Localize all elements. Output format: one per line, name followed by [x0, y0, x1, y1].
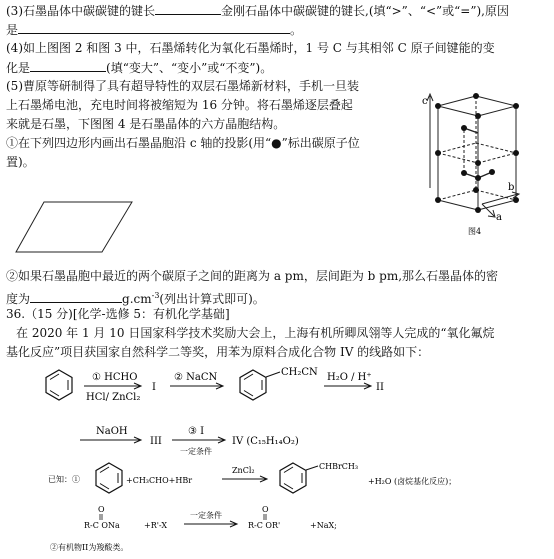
- q3-line-1: [6, 3, 509, 19]
- carbonyl-o-right: O: [262, 505, 269, 514]
- product-IV: IV (C₁₅H₁₄O₂): [232, 436, 299, 447]
- condition-text: 一定条件: [180, 447, 212, 456]
- q5-line-1: (5)曹原等研制得了具有超导特性的双层石墨烯新材料，手机一旦装: [6, 79, 360, 93]
- q3-text-c: 是: [6, 23, 19, 37]
- product-II: II: [376, 382, 384, 393]
- benzene-start: [46, 370, 72, 400]
- known-byproduct: +H₂O (卤烷基化反应)；: [368, 477, 457, 486]
- q4-line-2: [6, 60, 272, 76]
- q36-para-1: 在 2020 年 1 月 10 日国家科学技术奖励大会上，上海有机所卿凤翎等人完成的“氧化氟烷: [16, 326, 495, 340]
- nax-byproduct: +NaX;: [310, 521, 337, 530]
- reagent-naoh: NaOH: [96, 426, 128, 437]
- q3-answer-blank-1[interactable]: [155, 3, 221, 15]
- known-note: ②有机物II为羧酸类。: [50, 543, 129, 552]
- ester-condition: 一定条件: [190, 511, 222, 520]
- reagent-nacn: ② NaCN: [174, 372, 218, 383]
- q5-line-7: [6, 288, 265, 307]
- projection-parallelogram[interactable]: [14, 198, 136, 256]
- q4-text-a: 化是: [6, 61, 31, 75]
- carbonyl-o-left: O: [98, 505, 105, 514]
- q5-text-end: (列出计算式即可)。: [159, 292, 265, 306]
- q5-unit-exp: -3: [151, 291, 160, 300]
- known-reagents: +CH₃CHO+HBr: [126, 476, 193, 485]
- reaction-scheme: [0, 362, 554, 559]
- q36-heading: 36.（15 分)[化学-选修 5：有机化学基础]: [6, 307, 230, 321]
- q5-line-2: 上石墨烯电池，充电时间将被缩短为 16 分钟。将石墨烯逐层叠起: [6, 98, 353, 112]
- alkyl-halide: +R'-X: [144, 521, 168, 530]
- group-ch2cn: CH₂CN: [281, 367, 318, 378]
- q3-text-a: (3)石墨晶体中碳碳键的键长: [6, 4, 155, 18]
- q4-line-1: (4)如上图图 2 和图 3 中，石墨烯转化为氧化石墨烯时，1 号 C 与其相邻 C 原子间键能的变: [6, 41, 495, 55]
- q5-line-4: ①在下列四边形内画出石墨晶胞沿 c 轴的投影(用“●”标出碳原子位: [6, 136, 360, 150]
- q4-answer-blank[interactable]: [30, 60, 106, 72]
- graphite-unit-cell-figure: [416, 88, 542, 238]
- known-label: 已知：①: [48, 475, 80, 484]
- q3-answer-blank-2[interactable]: [18, 22, 290, 34]
- q5-text-density: 度为: [6, 292, 31, 306]
- group-chbrch3: CHBrCH₃: [319, 462, 359, 471]
- q3-text-b: 金刚石晶体中碳碳键的键长,(填“>”、“<”或“=”),原因: [221, 4, 509, 18]
- reagent-hcl-zncl2: HCl/ ZnCl₂: [86, 392, 141, 403]
- axis-a-label: a: [496, 212, 502, 223]
- q5-unit: g.cm: [122, 292, 152, 306]
- axis-c-label: c: [422, 96, 428, 107]
- benzene-ch2cn: [240, 370, 266, 400]
- q3-period: 。: [290, 23, 303, 37]
- q5-line-6: ②如果石墨晶胞中最近的两个碳原子之间的距离为 a pm，层间距为 b pm,那么石墨晶体的密: [6, 269, 499, 283]
- q3-line-2: [6, 22, 302, 38]
- reagent-h2o-h: H₂O / H⁺: [327, 372, 372, 383]
- q5-answer-blank[interactable]: [30, 291, 122, 303]
- figure-caption: 图4: [468, 227, 482, 236]
- reagent-I: ③ I: [188, 426, 205, 437]
- q4-text-b: (填“变大”、“变小”或“不变”)。: [106, 61, 273, 75]
- reagent-hcho: ① HCHO: [92, 372, 138, 383]
- q5-line-3: 来就是石墨，下图图 4 是石墨晶体的六方晶胞结构。: [6, 117, 286, 131]
- carboxylate-salt: R-C ONa: [84, 521, 120, 530]
- q5-line-5: 置)。: [6, 155, 35, 169]
- axis-b-label: b: [508, 182, 515, 193]
- q36-para-2: 基化反应”项目获国家自然科学二等奖，用苯为原料合成化合物 IV 的线路如下：: [6, 345, 430, 359]
- product-III: III: [150, 436, 162, 447]
- known-catalyst: ZnCl₂: [232, 466, 255, 475]
- benzene-product: [280, 463, 306, 493]
- product-I: I: [152, 382, 156, 393]
- ester-product: R-C OR': [248, 521, 281, 530]
- benzene-known: [96, 463, 122, 493]
